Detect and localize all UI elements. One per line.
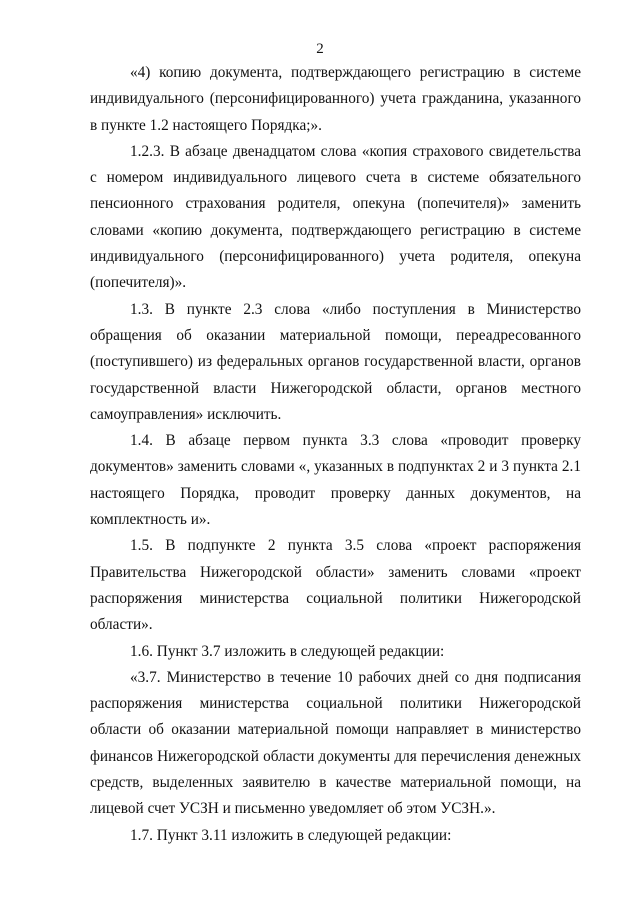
paragraph-1-4: 1.4. В абзаце первом пункта 3.3 слова «проводит проверку документов» заменить словами «, указанных в подпунктах 2 и 3 пункта 2.1 настоящего Порядка, проводит проверку данных документов, на комплектность и». — [90, 432, 581, 529]
paragraph-1-3: 1.3. В пункте 2.3 слова «либо поступления в Министерство обращения об оказании материальной помощи, переадресованного (поступившего) из федеральных органов государственной власти, органов государственной власти Нижегородской области, органов местного самоуправления» исключить. — [90, 300, 581, 423]
paragraph-1-6: 1.6. Пункт 3.7 изложить в следующей редакции: — [130, 642, 445, 660]
paragraph-1-5: 1.5. В подпункте 2 пункта 3.5 слова «проект распоряжения Правительства Нижегородской области» заменить словами «проект распоряжения министерства социальной политики Нижегородской области». — [90, 537, 581, 634]
paragraph-3-7-text: «3.7. Министерство в течение 10 рабочих дней со дня подписания распоряжения министерства социальной политики Нижегородской области об оказании материальной помощи направляет в министерство финансов Нижегородской области документы для перечисления денежных средств, выделенных заявителю в качестве материальной помощи, на лицевой счет УСЗН и письменно уведомляет об этом УСЗН.». — [90, 668, 581, 818]
paragraph-1-2-3: 1.2.3. В абзаце двенадцатом слова «копия страхового свидетельства с номером индивидуального лицевого счета в системе обязательного пенсионного страхования родителя, опекуна (попечителя)» заменить словами «копию документа, подтверждающего регистрацию в системе индивидуального (персонифицированного) учета родителя, опекуна (попечителя)». — [90, 142, 581, 292]
document-body — [90, 60, 581, 849]
paragraph-item-4-text: «4) копию документа, подтверждающего регистрацию в системе индивидуального (персонифицированного) учета гражданина, указанного в пункте 1.2 настоящего Порядка;». — [90, 64, 581, 134]
paragraph-1-7: 1.7. Пункт 3.11 изложить в следующей редакции: — [130, 826, 452, 844]
page-number: 2 — [316, 41, 324, 57]
